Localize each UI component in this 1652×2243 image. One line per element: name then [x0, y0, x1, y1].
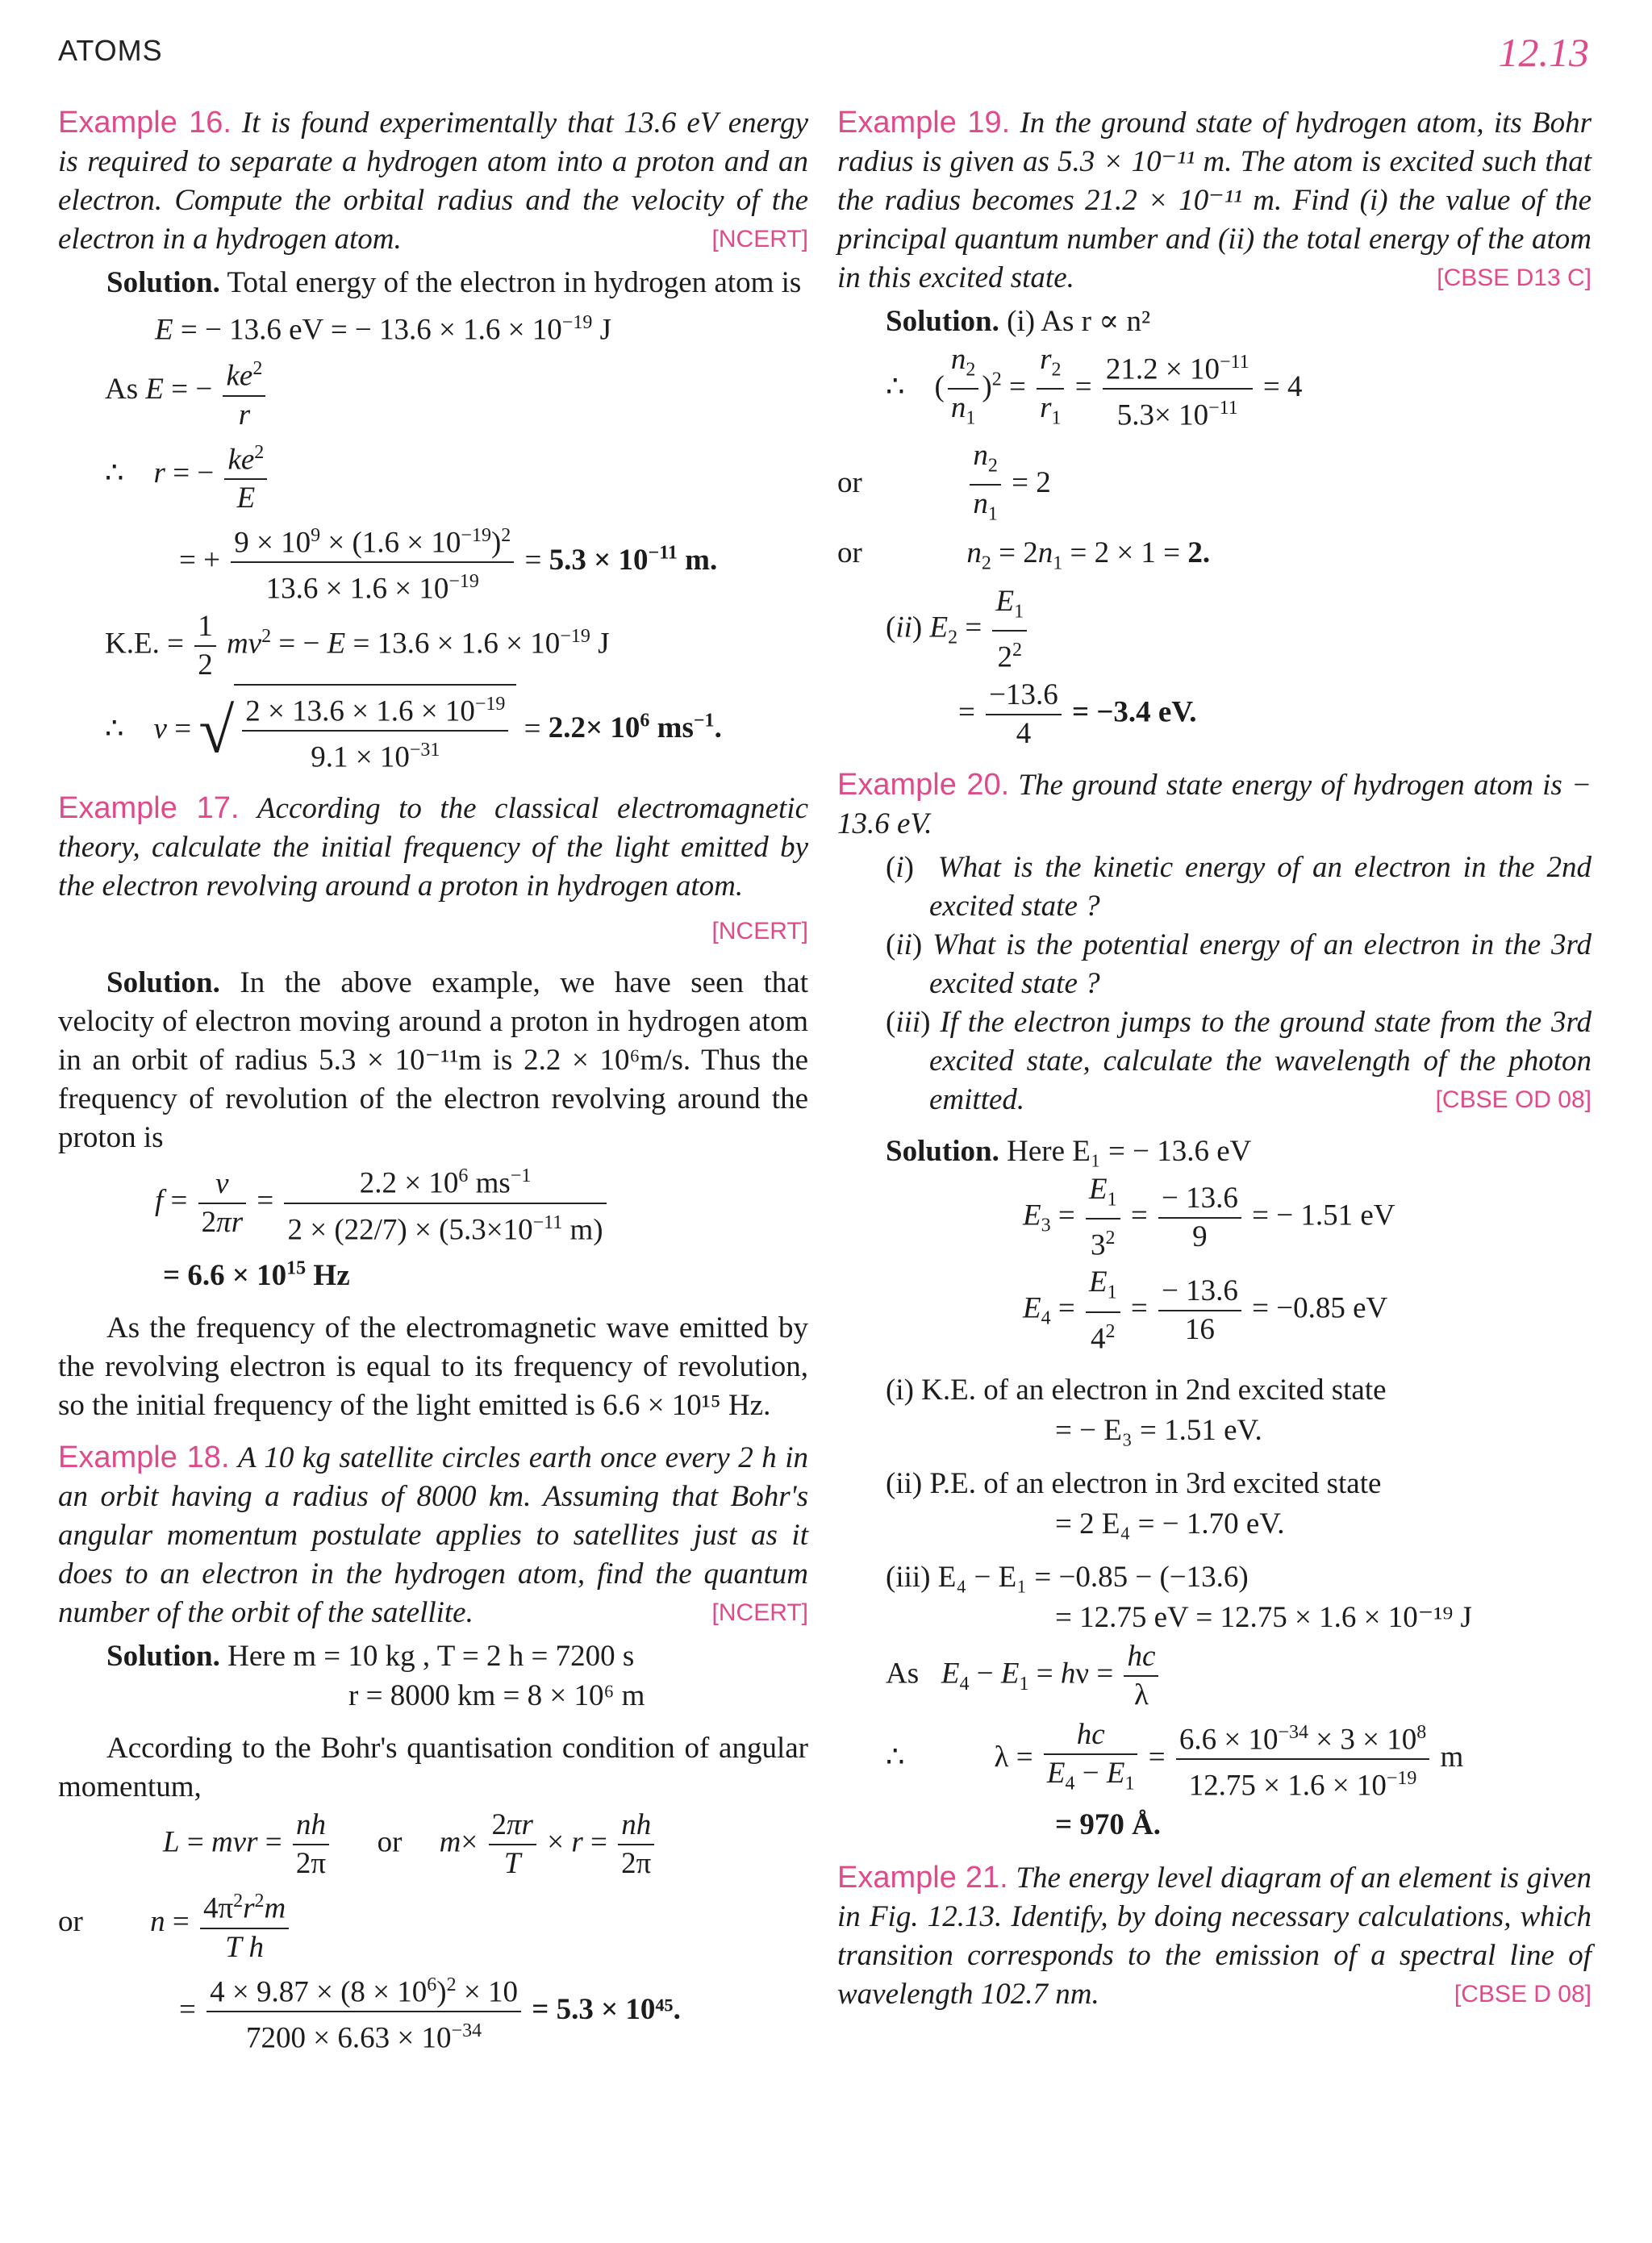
equation: = + $\frac{9 \times 10^9 \times (1.6 \times 10^{-19})^2}{13.6 \times 1.6 \times 10^{-19}}$ = $5.3 \times 10^{-11}$ m. — [58, 517, 808, 608]
source-tag: [NCERT] — [711, 226, 808, 252]
solution-18 — [58, 1637, 808, 1676]
equation: = $\frac{-13.6}{4}$ = −3.4 eV. — [958, 677, 1197, 750]
example-text: The energy level diagram of an element is given in Fig. 12.13. Identify, by doing necessary calculations, which transition corresponds to the emission of a spectral line of wavelength 102.7 nm. — [837, 1861, 1592, 2011]
equation: or n = $\frac{4\pi^2r^2m}{\text{T h}}$ — [58, 1882, 808, 1966]
source-tag: [NCERT] — [711, 1599, 808, 1627]
page-number: 12.13 — [1498, 30, 1589, 75]
example-text: It is found experimentally that 13.6 eV energy is required to separate a hydrogen atom into a proton and an electron. Compute the orbital radius and the velocity of the electron in a hydrogen atom. — [58, 106, 808, 256]
example-21 — [837, 1858, 1592, 2014]
question-text: What is the potential energy of an electron in the 3rd excited state ? — [929, 928, 1592, 1000]
equation: $E_4$ = $\frac{E_1}{4^2}$ = $\frac{- 13.6}{16}$ = −0.85 eV — [1023, 1265, 1388, 1356]
equation: = $6.6 \times 10^{15}$ Hz — [163, 1257, 350, 1293]
solution-16 — [58, 264, 808, 302]
solution-17 — [58, 964, 808, 1157]
example-text: The ground state energy of hydrogen atom is − 13.6 eV. — [837, 768, 1592, 840]
equation: E = − 13.6 eV = − $13.6 \times 1.6 \times 10^{-19}$ J — [155, 312, 611, 347]
source-tag: [CBSE D 08] — [1454, 1980, 1592, 2007]
question-iii: (iii) If the electron jumps to the ground state from the 3rd excited state, calculate the wavelength of the photon emitted. [CBSE OD 08] — [837, 1003, 1592, 1119]
bohr-condition-text: According to the Bohr's quantisation condition of angular momentum, — [58, 1732, 808, 1804]
equation: (ii) $E_2$ = $\frac{E_1}{2^2}$ — [837, 583, 1592, 677]
example-20 — [837, 765, 1592, 844]
example-text: A 10 kg satellite circles earth once every 2 h in an orbit having a radius of 8000 km. Assuming that Bohr's angular momentum postulate applies to satellites just as it does to an electron in the hydrogen atom, find the quantum number of the orbit of the satellite. — [58, 1441, 808, 1630]
solution-head: Solution. — [106, 266, 220, 299]
example-label: Example 17. — [58, 791, 240, 826]
left-column — [58, 103, 808, 2057]
question-ii: (ii) What is the potential energy of an electron in the 3rd excited state ? — [886, 928, 1592, 1000]
solution-head: Solution. — [106, 1640, 220, 1674]
solution-head: Solution. — [886, 1134, 999, 1168]
example-19 — [837, 103, 1592, 298]
radius-line: r = 8000 km = 8 × 10⁶ m — [348, 1679, 645, 1713]
result: = −3.4 eV. — [1072, 695, 1197, 729]
example-label: Example 18. — [58, 1440, 230, 1475]
source-tag: [CBSE D13 C] — [1437, 265, 1592, 291]
question-i: (i) What is the kinetic energy of an electron in the 2nd excited state ? — [886, 850, 1592, 923]
example-text: In the ground state of hydrogen atom, its Bohr radius is given as 5.3 × 10⁻¹¹ m. The atom is excited such that the radius becomes 21.2 × 10⁻¹¹ m. Find (i) the value of the principal quantum number and (ii) the total energy of the atom in this excited state. — [837, 106, 1592, 294]
equation: As E = − $\frac{ke^2}{r}$ — [58, 350, 808, 433]
answer-ii: (ii) P.E. of an electron in 3rd excited state — [886, 1467, 1382, 1501]
solution-text: In the above example, we have seen that velocity of electron moving around a proton in hydrogen atom in an orbit of radius 5.3 × 10⁻¹¹m is 2.2 × 10⁶m/s. Thus the frequency of revolution of the electron revolving around the proton is — [58, 966, 808, 1155]
equation: or $n_2 = 2n_1 = 2 \times 1 = 2$. — [837, 536, 1211, 573]
solution-text: (i) As r ∝ n² — [1007, 305, 1151, 338]
right-column — [837, 103, 1592, 2019]
equation: ∴ v = √ $\frac{2 \times 13.6 \times 1.6 \times 10^{-19}}{9.1 \times 10^{-31}}$ = $2.2\times 10^6$ $ms^{-1}$. — [58, 684, 808, 777]
equation: L = mvr = $\frac{nh}{2\pi}$ or m× $\frac{2\pi r}{T}$ × r = $\frac{nh}{2\pi}$ — [58, 1807, 808, 1882]
example-label: Example 19. — [837, 106, 1011, 140]
example-label: Example 20. — [837, 767, 1010, 802]
equation: ∴ λ = $\frac{hc}{E_4 - E_1}$ = $\frac{6.6 \times 10^{-34} \times 3 \times 10^8}{12.75 \times 1.6 \times 10^{-19}}$ m — [837, 1714, 1592, 1805]
answer-iii-value: = 12.75 eV = 12.75 × 1.6 × 10⁻¹⁹ J — [1055, 1601, 1472, 1635]
solution-19 — [837, 302, 1592, 341]
source-line — [58, 911, 808, 951]
equation: As $E_4 - E_1 = h\nu$ = $\frac{hc}{\lambda}$ — [837, 1638, 1592, 1714]
result: = 5.3 × 10⁴⁵. — [532, 1992, 681, 2026]
question-text: What is the kinetic energy of an electron in the 2nd excited state ? — [929, 850, 1592, 923]
equation: or $\frac{n_2}{n_1}$ = 2 — [837, 438, 1051, 525]
equation: $E_3$ = $\frac{E_1}{3^2}$ = $\frac{- 13.6}{9}$ = − 1.51 eV — [1023, 1172, 1395, 1262]
answer-iii: (iii) E₄ − E₁ = −0.85 − (−13.6) — [886, 1561, 1249, 1595]
solution-head: Solution. — [106, 966, 220, 1000]
solution-head: Solution. — [886, 305, 999, 338]
page-header — [58, 29, 1589, 85]
example-18 — [58, 1438, 808, 1632]
equation: ∴ ( $\frac{n_2}{n_1}$ )$^2$ = $\frac{r_2}{r_1}$ = $\frac{21.2 \times 10^{-11}}{5.3\times 10^{-11}}$ = 4 — [886, 343, 1303, 432]
solution-text: Total energy of the electron in hydrogen atom is — [227, 266, 802, 299]
example-16 — [58, 103, 808, 259]
example-label: Example 21. — [837, 1860, 1008, 1895]
source-tag: [CBSE OD 08] — [1435, 1086, 1592, 1113]
answer-i: (i) K.E. of an electron in 2nd excited state — [886, 1374, 1387, 1407]
equation: K.E. = $\frac{1}{2}$ $mv^2$ = − $E = 13.6 \times 1.6 \times 10^{-19}$ J — [105, 609, 610, 682]
example-text: According to the classical electromagnetic theory, calculate the initial frequency of the light emitted by the electron revolving around a proton in hydrogen atom. — [58, 792, 808, 903]
equation: = $\frac{4 \times 9.87 \times (8 \times 10^6)^2 \times 10}{7200 \times 6.63 \times 10^{-34}}$ = 5.3 × 10⁴⁵. — [58, 1966, 808, 2057]
solution-text: Here m = 10 kg , T = 2 h = 7200 s — [227, 1640, 635, 1674]
solution-17-conclusion: As the frequency of the electromagnetic wave emitted by the revolving electron is equal to its frequency of revolution, so the initial frequency of the light emitted is 6.6 × 10¹⁵ Hz. — [58, 1311, 808, 1423]
answer-i-value: = − E₃ = 1.51 eV. — [1055, 1414, 1262, 1448]
question-text: If the electron jumps to the ground state from the 3rd excited state, calculate the wavelength of the photon emitted. — [929, 1005, 1592, 1116]
example-label: Example 16. — [58, 106, 232, 140]
equation: ∴ r = − $\frac{ke^2}{E}$ — [58, 434, 808, 517]
solution-20 — [837, 1132, 1592, 1171]
chapter-title: ATOMS — [58, 34, 163, 67]
equation: f = $\frac{v}{2\pi r}$ = $\frac{2.2 \times 10^6 ms^{-1}}{2 \times (22/7) \times (5.3\times 10^{-11} m)}$ — [58, 1157, 808, 1249]
source-tag: [NCERT] — [711, 918, 808, 945]
answer-ii-value: = 2 E₄ = − 1.70 eV. — [1055, 1507, 1285, 1541]
lambda-result: = 970 Å. — [1055, 1807, 1162, 1841]
example-17 — [58, 789, 808, 906]
solution-text: Here E₁ = − 13.6 eV — [1007, 1134, 1252, 1168]
